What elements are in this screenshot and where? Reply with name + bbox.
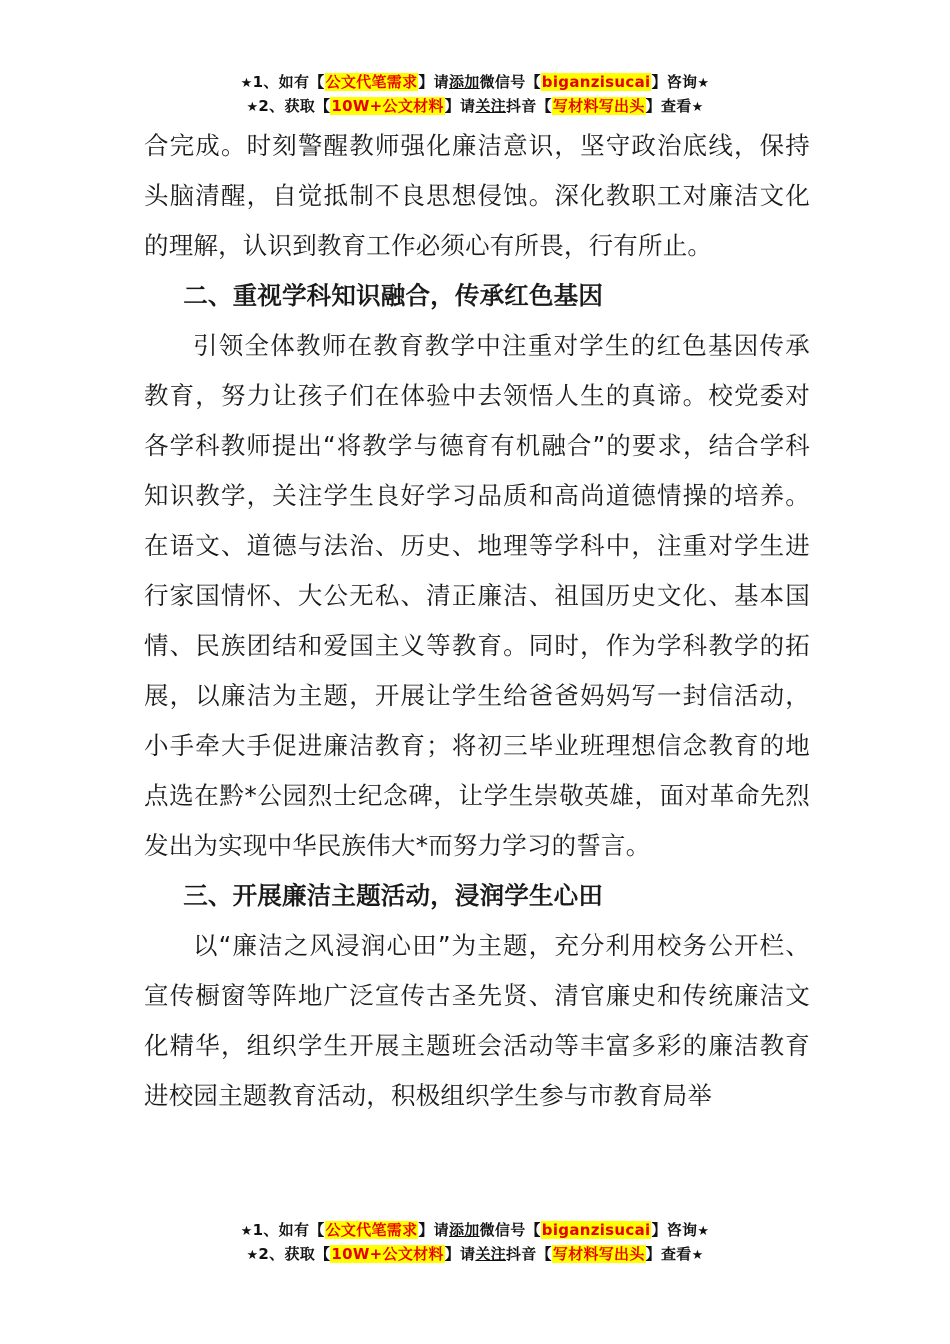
star-icon: ★ [697, 76, 710, 91]
banner-line-2 [0, 1242, 950, 1266]
banner-text: 】请 [418, 73, 449, 91]
banner-text: 】咨询 [651, 1221, 698, 1239]
banner-underlined-text: 关注 [475, 1245, 506, 1263]
highlight-douyin-account: 写材料写出头 [552, 1245, 645, 1263]
star-icon: ★ [691, 1248, 704, 1263]
highlight-wechat-id: biganzisucai [541, 1221, 651, 1239]
paragraph-section-3: 以“廉洁之风浸润心田”为主题，充分利用校务公开栏、宣传橱窗等阵地广泛宣传古圣先贤、清官廉史和传统廉洁文化精华，组织学生开展主题班会活动等丰富多彩的廉洁教育进校园主题教育活动，积极组织学生参与市教育局举 [144, 931, 810, 1110]
banner-text: 】请 [444, 97, 476, 115]
banner-line-1 [0, 1218, 950, 1242]
banner-text: 抖音【 [505, 1245, 552, 1263]
highlight-douyin-account: 写材料写出头 [552, 97, 645, 115]
highlight-service: 公文代笔需求 [325, 1221, 418, 1239]
banner-underlined-text: 关注 [475, 97, 506, 115]
banner-text: 】咨询 [651, 73, 698, 91]
star-icon: ★ [240, 1224, 253, 1239]
banner-text: 】请 [418, 1221, 449, 1239]
banner-text: 2、获取【 [258, 1245, 331, 1263]
paragraph-continued: 合完成。时刻警醒教师强化廉洁意识，坚守政治底线，保持头脑清醒，自觉抵制不良思想侵蚀。深化教职工对廉洁文化的理解，认识到教育工作必须心有所畏，行有所止。 [144, 131, 810, 260]
banner-underlined-text: 添加 [448, 73, 480, 91]
banner-line-1 [0, 70, 950, 94]
highlight-materials: 10W+公文材料 [331, 97, 444, 115]
star-icon: ★ [240, 76, 253, 91]
highlight-wechat-id: biganzisucai [541, 73, 651, 91]
banner-text: 抖音【 [505, 97, 552, 115]
star-icon: ★ [691, 100, 704, 115]
banner-text: 1、如有【 [252, 73, 325, 91]
banner-line-2 [0, 94, 950, 118]
banner-text: 微信号【 [479, 1221, 541, 1239]
paragraph-section-2: 引领全体教师在教育教学中注重对学生的红色基因传承教育，努力让孩子们在体验中去领悟人生的真谛。校党委对各学科教师提出“将教学与德育有机融合”的要求，结合学科知识教学，关注学生良好学习品质和高尚道德情操的培养。在语文、道德与法治、历史、地理等学科中，注重对学生进行家国情怀、大公无私、清正廉洁、祖国历史文化、基本国情、民族团结和爱国主义等教育。同时，作为学科教学的拓展，以廉洁为主题，开展让学生给爸爸妈妈写一封信活动，小手牵大手促进廉洁教育；将初三毕业班理想信念教育的地点选在黔*公园烈士纪念碑，让学生崇敬英雄，面对革命先烈发出为实现中华民族伟大*而努力学习的誓言。 [144, 331, 810, 860]
star-icon: ★ [697, 1224, 710, 1239]
banner-underlined-text: 添加 [448, 1221, 480, 1239]
star-icon: ★ [246, 1248, 259, 1263]
banner-text: 1、如有【 [252, 1221, 325, 1239]
banner-text: 】查看 [645, 1245, 692, 1263]
highlight-materials: 10W+公文材料 [331, 1245, 444, 1263]
header-banner [0, 70, 950, 118]
star-icon: ★ [246, 100, 259, 115]
footer-banner [0, 1218, 950, 1266]
section-heading-2: 二、重视学科知识融合，传承红色基因 [183, 281, 604, 310]
highlight-service: 公文代笔需求 [325, 73, 418, 91]
section-heading-3: 三、开展廉洁主题活动，浸润学生心田 [183, 881, 604, 910]
banner-text: 】查看 [645, 97, 692, 115]
banner-text: 微信号【 [479, 73, 541, 91]
banner-text: 2、获取【 [258, 97, 331, 115]
document-body [144, 121, 810, 1121]
banner-text: 】请 [444, 1245, 476, 1263]
